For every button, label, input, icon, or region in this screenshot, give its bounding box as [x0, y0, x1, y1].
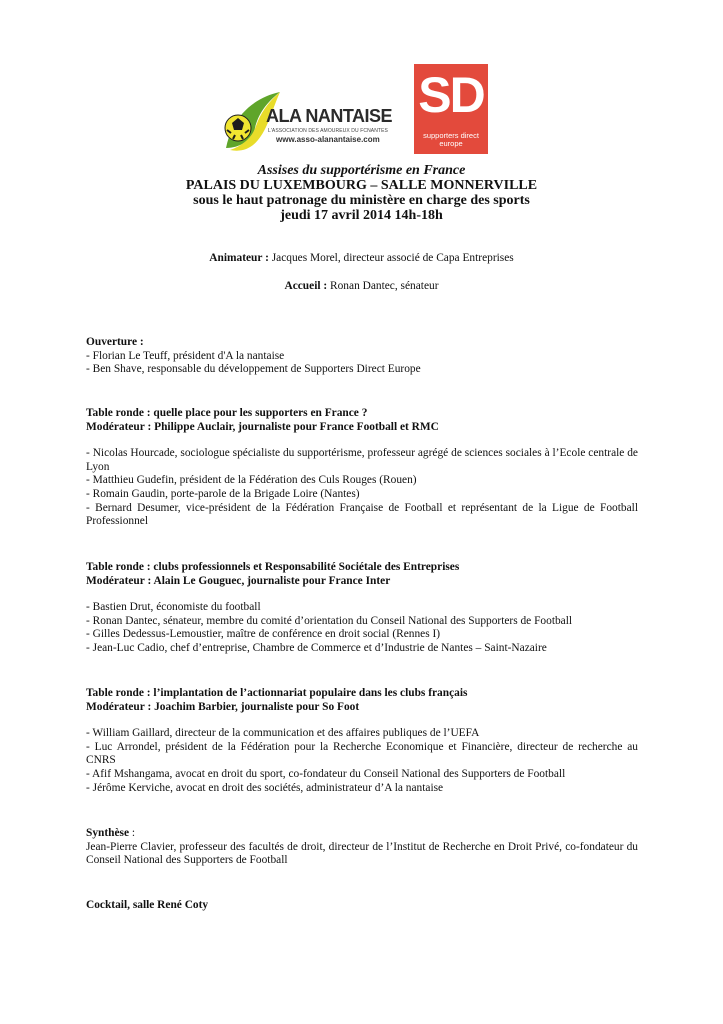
moderator-line: Modérateur : Joachim Barbier, journaliste pour So Foot: [86, 700, 360, 713]
table-ronde-2-section: [86, 561, 638, 656]
list-item: - Matthieu Gudefin, président de la Fédération des Culs Rouges (Rouen): [86, 474, 417, 487]
sd-subtitle-line2: europe: [439, 139, 463, 148]
section-title: Table ronde : l’implantation de l’actionnariat populaire dans les clubs français: [86, 687, 468, 699]
list-item: - Bernard Desumer, vice-président de la Fédération Française de Football et représentant de la Ligue de Football Professionnel: [86, 501, 638, 528]
table-ronde-1-section: [86, 407, 638, 529]
ouverture-section: [86, 336, 638, 377]
a-la-nantaise-logo: [222, 88, 392, 154]
sd-subtitle-line1: supporters direct: [423, 131, 479, 140]
list-item: - Bastien Drut, économiste du football: [86, 601, 261, 614]
list-item: - Jérôme Kerviche, avocat en droit des sociétés, administrateur d’A la nantaise: [86, 781, 444, 794]
list-item: - William Gaillard, directeur de la communication et des affaires publiques de l’UEFA: [86, 727, 480, 740]
list-item: - Afif Mshangama, avocat en droit du sport, co-fondateur du Conseil National des Supporters de Football: [86, 767, 566, 780]
section-title: Table ronde : clubs professionnels et Responsabilité Sociétale des Entreprises: [86, 561, 460, 573]
list-item: - Jean-Luc Cadio, chef d’entreprise, Chambre de Commerce et d’Industrie de Nantes – Saint-Nazaire: [86, 641, 547, 654]
list-item: - Romain Gaudin, porte-parole de la Brigade Loire (Nantes): [86, 487, 360, 500]
section-title: Table ronde : quelle place pour les supporters en France ?: [86, 407, 368, 419]
moderator-line: Modérateur : Philippe Auclair, journaliste pour France Football et RMC: [86, 420, 439, 433]
section-title: Ouverture :: [86, 336, 144, 348]
sd-letters: SD: [418, 67, 484, 123]
synthese-section: [86, 827, 638, 868]
event-patronage: sous le haut patronage du ministère en charge des sports: [193, 193, 530, 208]
nantaise-name: [266, 106, 392, 127]
event-header: [0, 163, 723, 223]
nantaise-tagline: L'ASSOCIATION DES AMOUREUX DU FCNANTES: [268, 128, 388, 134]
nantaise-url[interactable]: www.asso-alanantaise.com: [276, 135, 380, 144]
section-title: Synthèse: [86, 827, 130, 839]
sd-subtitle: [414, 132, 488, 148]
accueil-line: [0, 280, 723, 292]
synthese-text: Jean-Pierre Clavier, professeur des facultés de droit, directeur de l’Institut de Recherche en Droit Privé, co-fondateur du Conseil National des Supporters de Football: [86, 840, 638, 867]
accueil-text: Ronan Dantec, sénateur: [327, 280, 439, 292]
synthese-colon: :: [129, 827, 136, 839]
accueil-label: Accueil :: [284, 280, 328, 292]
event-date: jeudi 17 avril 2014 14h-18h: [280, 208, 443, 223]
nantaise-name-a: A: [266, 106, 279, 126]
list-item: - Nicolas Hourcade, sociologue spécialiste du supportérisme, professeur agrégé de sciences sociales à l’Ecole centrale de Lyon: [86, 447, 638, 473]
animateur-text: Jacques Morel, directeur associé de Capa Entreprises: [268, 252, 514, 264]
animateur-label: Animateur :: [209, 252, 269, 264]
list-item: - Luc Arrondel, président de la Fédération pour la Recherche Economique et Financière, directeur de recherche au CNRS: [86, 740, 638, 767]
synthese-heading: [86, 827, 638, 841]
supporters-direct-logo: [414, 64, 488, 154]
list-item: - Ben Shave, responsable du développement de Supporters Direct Europe: [86, 363, 421, 376]
cocktail-line: Cocktail, salle René Coty: [86, 899, 209, 911]
list-item: - Florian Le Teuff, président d'A la nantaise: [86, 349, 285, 362]
table-ronde-3-section: [86, 687, 638, 795]
nantaise-name-rest: LA NANTAISE: [278, 106, 392, 126]
event-venue: PALAIS DU LUXEMBOURG – SALLE MONNERVILLE: [185, 178, 538, 193]
event-title: Assises du supportérisme en France: [257, 163, 466, 178]
cocktail-section: [86, 899, 638, 913]
list-item: - Gilles Dedessus-Lemoustier, maître de conférence en droit social (Rennes I): [86, 628, 441, 641]
moderator-line: Modérateur : Alain Le Gouguec, journaliste pour France Inter: [86, 574, 391, 587]
list-item: - Ronan Dantec, sénateur, membre du comité d’orientation du Conseil National des Supporters de Football: [86, 614, 573, 627]
animateur-line: [0, 252, 723, 264]
